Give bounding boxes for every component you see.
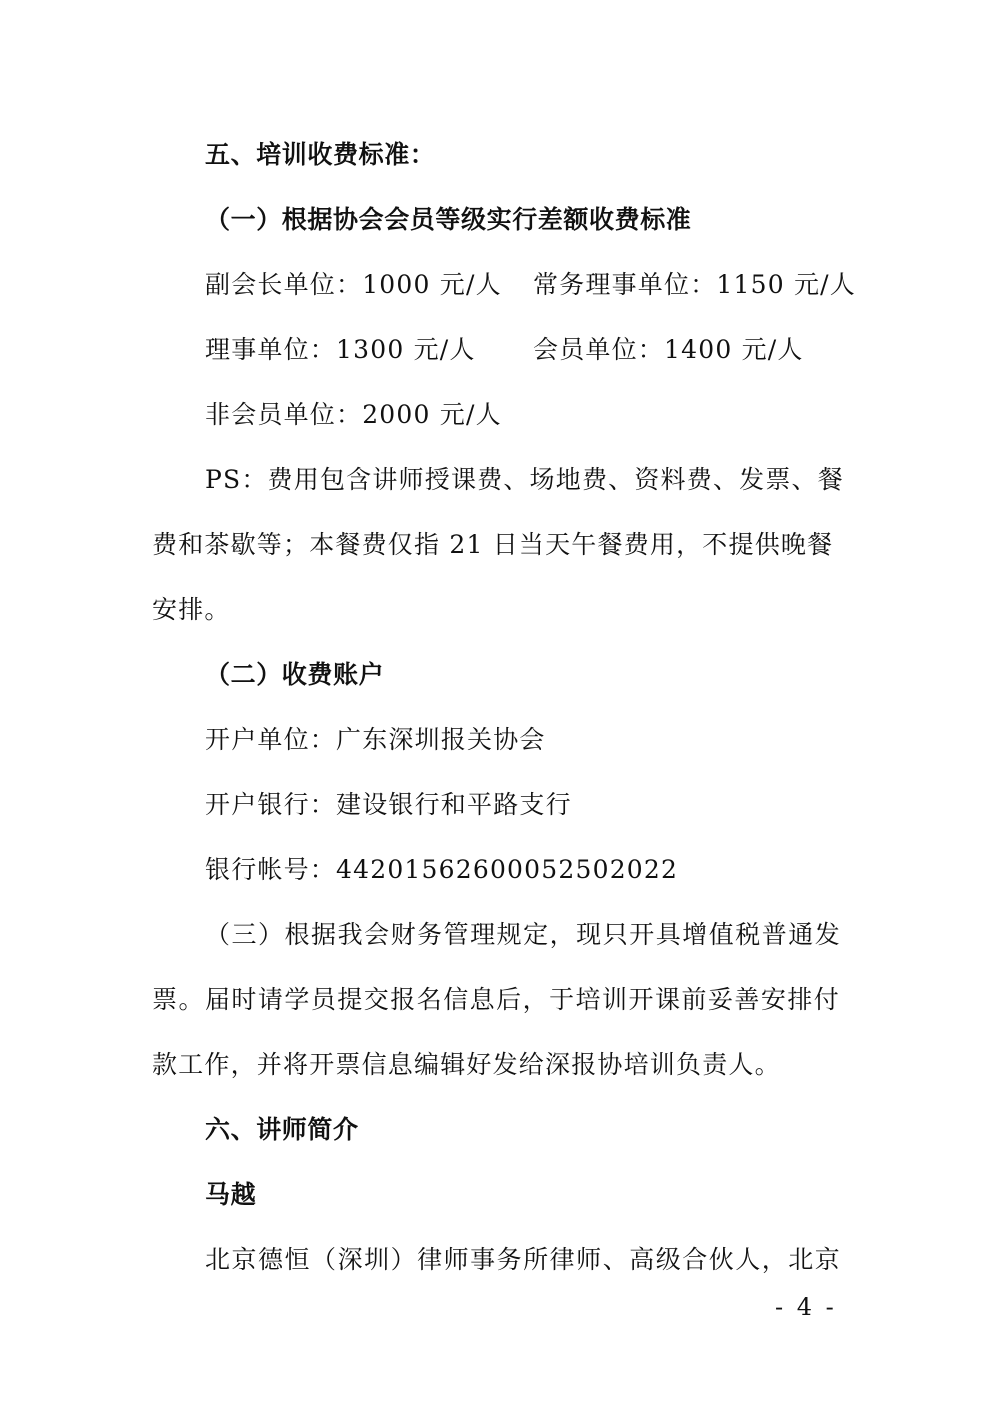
fee-row-2	[205, 333, 845, 367]
account-name: 开户单位：广东深圳报关协会	[205, 725, 546, 754]
lecturer-bio-line: 北京德恒（深圳）律师事务所律师、高级合伙人，北京	[205, 1245, 841, 1274]
account-bank: 开户银行：建设银行和平路支行	[205, 790, 572, 819]
fee-vice-president: 副会长单位：1000 元/人	[205, 270, 502, 299]
invoice-line-2: 票。届时请学员提交报名信息后，于培训开课前妥善安排付	[152, 985, 840, 1014]
fee-executive-director: 常务理事单位：1150 元/人	[533, 270, 856, 299]
account-number: 银行帐号：44201562600052502022	[205, 855, 679, 884]
page-number: - 4 -	[775, 1293, 837, 1321]
ps-line-3: 安排。	[152, 595, 231, 624]
section-heading-lecturer: 六、讲师简介	[205, 1115, 359, 1144]
ps-line-2: 费和茶歇等；本餐费仅指 21 日当天午餐费用，不提供晚餐	[152, 530, 834, 559]
fee-row-1	[205, 268, 856, 302]
fee-member: 会员单位：1400 元/人	[533, 335, 804, 364]
section-heading-fees: 五、培训收费标准：	[205, 140, 436, 169]
ps-line-1: PS：费用包含讲师授课费、场地费、资料费、发票、餐	[205, 465, 844, 494]
lecturer-name: 马越	[205, 1180, 257, 1209]
invoice-line-1: （三）根据我会财务管理规定，现只开具增值税普通发	[205, 920, 841, 949]
subsection-heading-member-fees: （一）根据协会会员等级实行差额收费标准	[205, 205, 692, 234]
fee-non-member: 非会员单位：2000 元/人	[205, 400, 502, 429]
invoice-line-3: 款工作，并将开票信息编辑好发给深报协培训负责人。	[152, 1050, 781, 1079]
fee-director: 理事单位：1300 元/人	[205, 335, 476, 364]
subsection-heading-account: （二）收费账户	[205, 660, 385, 689]
